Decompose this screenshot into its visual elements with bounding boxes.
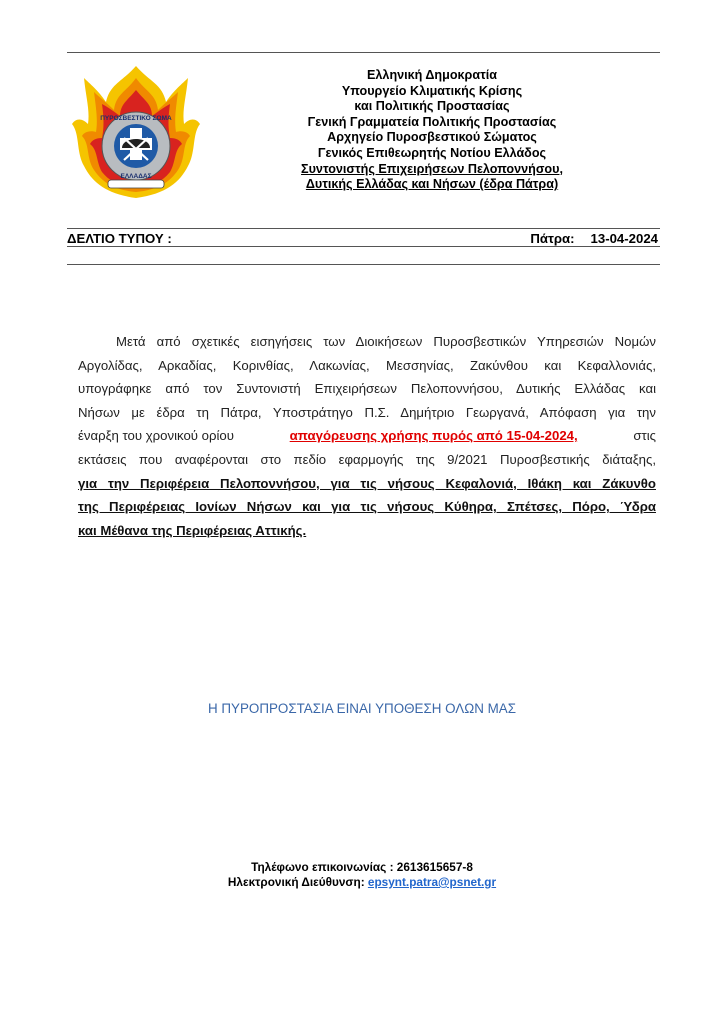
header-line: Υπουργείο Κλιματικής Κρίσης (341, 83, 523, 98)
press-release-label: ΔΕΛΤΙΟ ΤΥΠΟΥ : (67, 231, 172, 246)
body-line: Αργολίδας, Αρκαδίας, Κορινθίας, Λακωνίας, Μεσσηνίας, Ζακύνθου και Κεφαλλονιάς, (78, 357, 656, 373)
header-line: Ελληνική Δημοκρατία (367, 68, 497, 82)
emblem-banner (108, 180, 164, 188)
email-label: Ηλεκτρονική Διεύθυνση: (227, 875, 365, 889)
body-text: έναρξη του χρονικού ορίου (78, 428, 234, 444)
svg-text:ΕΛΛΑΔΑΣ: ΕΛΛΑΔΑΣ (120, 173, 152, 180)
body-text: στις (633, 428, 656, 444)
body-paragraph (78, 330, 656, 542)
header-underlined-line: Συντονιστής Επιχειρήσεων Πελοποννήσου, (301, 161, 563, 176)
slogan: Η ΠΥΡΟΠΡΟΣΤΑΣΙΑ ΕΙΝΑΙ ΥΠΟΘΕΣΗ ΟΛΩΝ ΜΑΣ (207, 701, 517, 716)
phone-line: Τηλέφωνο επικοινωνίας : 2613615657-8 (251, 860, 473, 874)
fire-ban-highlight: απαγόρευσης χρήσης πυρός από 15-04-2024, (289, 428, 578, 444)
email-link[interactable]: epsynt.patra@psnet.gr (367, 875, 497, 889)
place-date (530, 231, 658, 246)
svg-text:ΠΥΡΟΣΒΕΣΤΙΚΟ ΣΩΜΑ: ΠΥΡΟΣΒΕΣΤΙΚΟ ΣΩΜΑ (100, 115, 172, 122)
body-line (78, 424, 656, 448)
header-line: Αρχηγείο Πυροσβεστικού Σώματος (327, 130, 537, 145)
header-line: Γενική Γραμματεία Πολιτικής Προστασίας (307, 114, 557, 129)
header-line: και Πολιτικής Προστασίας (354, 99, 510, 114)
press-bottom-rule (67, 246, 660, 247)
body-bold-line: για την Περιφέρεια Πελοποννήσου, για τις νήσους Κεφαλονιά, Ιθάκη και Ζάκυνθο (78, 475, 656, 491)
email-line (0, 875, 724, 890)
body-line: εκτάσεις που αναφέρονται στο πεδίο εφαρμογής της 9/2021 Πυροσβεστικής διάταξης, (78, 451, 656, 467)
body-line: Νήσων με έδρα τη Πάτρα, Υποστράτηγο Π.Σ. Δημήτριο Γεωργανά, Απόφαση για την (78, 404, 656, 420)
body-line: Μετά από σχετικές εισηγήσεις των Διοικήσεων Πυροσβεστικών Υπηρεσιών Νομών (116, 334, 656, 349)
header-line: Γενικός Επιθεωρητής Νοτίου Ελλάδος (317, 145, 547, 160)
release-date: 13-04-2024 (590, 231, 658, 246)
body-bold-line: της Περιφέρειας Ιονίων Νήσων και για τις νήσους Κύθηρα, Σπέτσες, Πόρο, Ύδρα (78, 499, 656, 515)
place-label: Πάτρα: (530, 231, 575, 246)
contact-block (0, 860, 724, 890)
body-line: υπογράφηκε από τον Συντονιστή Επιχειρήσεων Πελοποννήσου, Δυτικής Ελλάδας και (78, 381, 656, 397)
fire-service-emblem-logo (70, 62, 202, 202)
top-rule (67, 52, 660, 53)
header-block (262, 68, 602, 193)
header-underlined-line: Δυτικής Ελλάδας και Νήσων (έδρα Πάτρα) (305, 177, 559, 192)
body-bold-line-last: και Μέθανα της Περιφέρειας Αττικής. (78, 522, 307, 538)
separator-rule (67, 264, 660, 265)
press-top-rule (67, 228, 660, 229)
